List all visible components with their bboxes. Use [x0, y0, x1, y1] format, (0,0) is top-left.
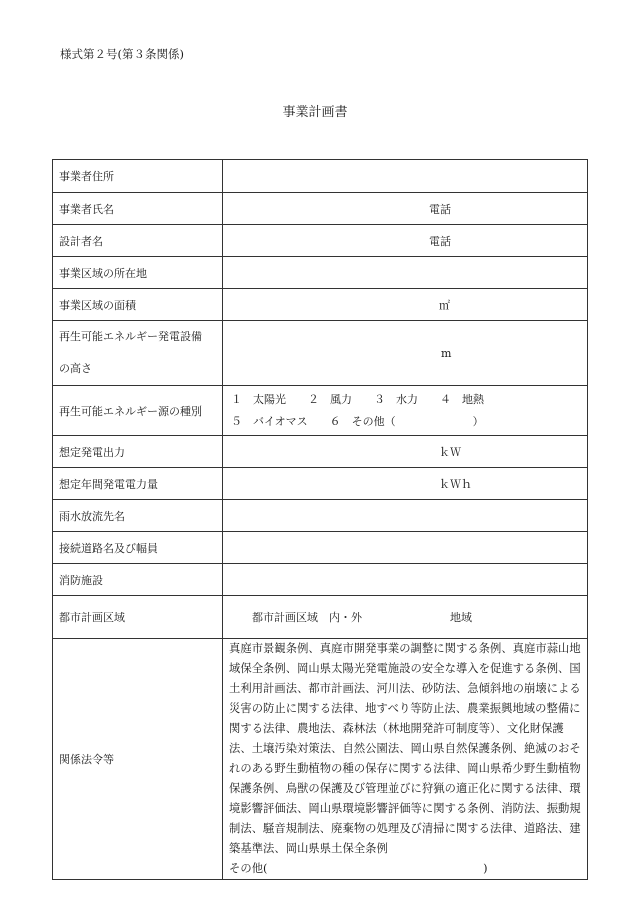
row-designer-name — [53, 225, 588, 257]
field-annual-generation[interactable] — [223, 468, 588, 500]
designer-phone-label: 電話 — [429, 234, 451, 248]
field-project-location[interactable] — [223, 257, 588, 289]
field-city-planning[interactable] — [223, 596, 588, 639]
field-project-area[interactable] — [223, 289, 588, 321]
row-expected-output — [53, 436, 588, 468]
field-facility-height[interactable] — [223, 321, 588, 386]
row-facility-height — [53, 321, 588, 386]
unit-meter: m — [441, 346, 452, 360]
unit-kw: ｋＷ — [439, 445, 461, 459]
related-laws-other[interactable]: その他( ) — [229, 862, 488, 875]
label-fire-facilities: 消防施設 — [53, 564, 223, 596]
label-business-address: 事業者住所 — [53, 160, 223, 193]
label-facility-height-line1: 再生可能エネルギー発電設備 — [59, 330, 202, 343]
label-project-location: 事業区域の所在地 — [53, 257, 223, 289]
label-business-name: 事業者氏名 — [53, 193, 223, 225]
city-planning-value: 都市計画区域 内・外 地域 — [251, 611, 472, 624]
label-rainwater-discharge: 雨水放流先名 — [53, 500, 223, 532]
row-annual-generation — [53, 468, 588, 500]
business-plan-table — [52, 159, 588, 880]
field-rainwater-discharge[interactable] — [223, 500, 588, 532]
row-energy-type — [53, 386, 588, 436]
row-rainwater-discharge — [53, 500, 588, 532]
label-city-planning: 都市計画区域 — [53, 596, 223, 639]
field-expected-output[interactable] — [223, 436, 588, 468]
document-title: 事業計画書 — [282, 105, 348, 120]
label-access-road: 接続道路名及び幅員 — [53, 532, 223, 564]
row-business-address — [53, 160, 588, 193]
energy-type-options-1: １ 太陽光 ２ 風力 ３ 水力 ４ 地熱 — [231, 392, 484, 406]
label-annual-generation: 想定年間発電電力量 — [53, 468, 223, 500]
label-expected-output: 想定発電出力 — [53, 436, 223, 468]
row-city-planning — [53, 596, 588, 639]
label-facility-height — [53, 321, 223, 386]
row-fire-facilities — [53, 564, 588, 596]
label-project-area: 事業区域の面積 — [53, 289, 223, 321]
field-fire-facilities[interactable] — [223, 564, 588, 596]
related-laws-text: 真庭市景観条例、真庭市開発事業の調整に関する条例、真庭市蒜山地域保全条例、岡山県太陽光発電施設の安全な導入を促進する条例、国土利用計画法、都市計画法、河川法、砂防法、急傾斜地の崩壊による災害の防止に関する法律、地すべり等防止法、農業振興地域の整備に関する法律、農地法、森林法（林地開発許可制度等）、文化財保護法、土壌汚染対策法、自然公園法、岡山県自然保護条例、絶滅のおそれのある野生動植物の種の保存に関する法律、岡山県希少野生動植物保護条例、鳥獣の保護及び管理並びに狩猟の適正化に関する法律、環境影響評価法、岡山県環境影響評価等に関する条例、消防法、振動規制法、騒音規制法、廃棄物の処理及び清掃に関する法律、道路法、建築基準法、岡山県県土保全条例 — [229, 642, 581, 855]
field-business-address[interactable] — [223, 160, 588, 193]
field-business-name[interactable] — [223, 193, 588, 225]
unit-square-meter: ㎡ — [439, 298, 450, 312]
row-business-name — [53, 193, 588, 225]
form-number: 様式第２号(第３条関係) — [60, 47, 184, 61]
label-facility-height-line2: の高さ — [59, 362, 92, 375]
phone-label: 電話 — [429, 202, 451, 216]
field-designer-name[interactable] — [223, 225, 588, 257]
label-designer-name: 設計者名 — [53, 225, 223, 257]
field-related-laws — [223, 639, 588, 880]
row-related-laws — [53, 639, 588, 880]
field-energy-type[interactable] — [223, 386, 588, 436]
energy-type-options-2: ５ バイオマス ６ その他（ ） — [231, 414, 484, 428]
row-project-location — [53, 257, 588, 289]
unit-kwh: ｋＷｈ — [439, 477, 472, 491]
row-access-road — [53, 532, 588, 564]
field-access-road[interactable] — [223, 532, 588, 564]
label-energy-type: 再生可能エネルギー源の種別 — [53, 386, 223, 436]
label-related-laws: 関係法令等 — [53, 639, 223, 880]
row-project-area — [53, 289, 588, 321]
